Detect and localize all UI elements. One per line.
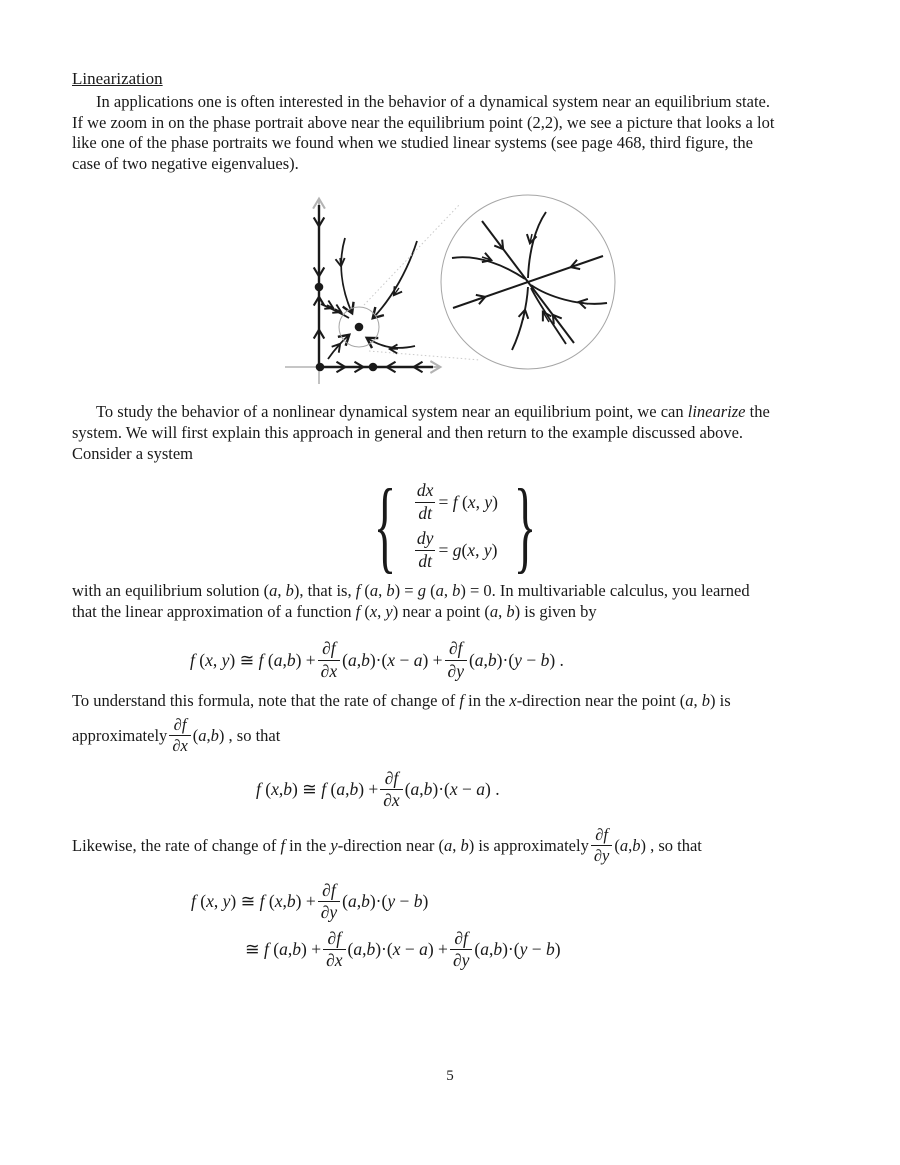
text-line: Consider a system <box>72 443 193 463</box>
phase-portrait-figure <box>285 192 630 387</box>
text-line: In applications one is often interested in the behavior of a dynamical system near an equilibrium state. <box>96 92 771 111</box>
equation-text: (a,b)·(y − b) . <box>468 649 564 670</box>
equation-text: (a,b)·(x − a) + <box>342 649 443 670</box>
equilibrium-point-2-2 <box>355 323 364 332</box>
paragraph-linearize <box>72 402 842 464</box>
equation-text: = f (x, y) <box>438 491 498 512</box>
equation-combined-line-1 <box>191 878 842 926</box>
paragraph-rate-x <box>72 691 842 760</box>
text-run: (a,b) , so that <box>192 725 281 745</box>
equation-x-direction <box>256 766 842 814</box>
page-content <box>72 68 842 974</box>
equilibrium-point-x-axis <box>369 363 378 372</box>
text-line: like one of the phase portraits we found when we studied linear systems (see page 468, third figure, the <box>72 133 753 153</box>
fraction-df-dy: $\frac{\partial f}{\partial y}$ <box>450 929 472 971</box>
fraction-df-dy: $\frac{\partial f}{\partial y}$ <box>445 639 467 681</box>
equation-text: ≅ f (a,b) + <box>245 939 322 960</box>
left-brace: { <box>373 468 397 584</box>
fraction-dy-dt: $\frac{dy}{dt}$ <box>416 528 434 571</box>
text-line: system. We will first explain this approach in general and then return to the example discussed above. <box>72 422 744 442</box>
equation-text: f (x,b) ≅ f (a,b) + <box>256 779 379 800</box>
paragraph-intro <box>72 92 842 174</box>
text-line: If we zoom in on the phase portrait above near the equilibrium point (2,2), we see a picture that looks a lot <box>72 112 775 132</box>
equilibrium-point-origin <box>316 363 325 372</box>
text-line: To study the behavior of a nonlinear dynamical system near an equilibrium point, we can linearize the <box>96 402 770 422</box>
fraction-dx-dt: $\frac{dx}{dt}$ <box>416 479 434 523</box>
magnified-node-portrait <box>452 212 607 350</box>
fraction-df-dx: $\frac{\partial f}{\partial x}$ <box>323 929 345 971</box>
system-body <box>412 481 498 571</box>
system-of-equations <box>360 468 842 584</box>
fraction-df-dx: $\frac{\partial f}{\partial x}$ <box>318 639 340 681</box>
text-line: To understand this formula, note that the rate of change of f in the x-direction near the point (a, b) is <box>72 691 731 711</box>
text-run: Likewise, the rate of change of f in the y-direction near (a, b) is approximately <box>72 835 589 855</box>
magnifier-connector-lines <box>364 204 480 360</box>
equation-text: (a,b)·(y − b) <box>474 939 561 960</box>
equation-text: (a,b)·(x − a) . <box>404 779 500 800</box>
section-heading: Linearization <box>72 69 163 88</box>
system-equation-dx <box>412 481 498 523</box>
fraction-df-dx: $\frac{\partial f}{\partial x}$ <box>169 716 190 756</box>
fraction-df-dy: $\frac{\partial f}{\partial y}$ <box>591 826 612 866</box>
right-brace: } <box>513 468 537 584</box>
equation-text: (a,b)·(x − a) + <box>347 939 448 960</box>
equation-combined-line-2 <box>245 926 842 974</box>
equation-text: f (x, y) ≅ f (a,b) + <box>190 649 316 670</box>
page-number: 5 <box>446 1068 454 1084</box>
system-equation-dy <box>412 529 498 571</box>
text-run: (a,b) , so that <box>614 835 702 855</box>
equation-text: = g(x, y) <box>438 539 498 560</box>
equilibrium-point-y-axis <box>315 283 324 292</box>
equation-linear-approximation <box>190 636 842 684</box>
phase-portrait-svg <box>285 192 630 387</box>
text-line-with-fraction <box>72 822 842 870</box>
text-line: that the linear approximation of a function f (x, y) near a point (a, b) is given by <box>72 601 597 621</box>
paragraph-equilibrium <box>72 581 842 622</box>
paragraph-rate-y <box>72 822 842 870</box>
equation-text: (a,b)·(y − b) <box>342 891 429 912</box>
fraction-df-dx: $\frac{\partial f}{\partial x}$ <box>380 769 402 811</box>
text-line: case of two negative eigenvalues). <box>72 153 299 173</box>
text-line: with an equilibrium solution (a, b), that is, f (a, b) = g (a, b) = 0. In multivariable calculus, you learned <box>72 581 750 601</box>
nonlinear-trajectories <box>321 238 417 359</box>
equation-combined <box>72 878 842 974</box>
text-run: approximately <box>72 725 168 745</box>
equation-text: f (x, y) ≅ f (x,b) + <box>191 891 316 912</box>
text-line-with-fraction <box>72 712 842 760</box>
fraction-df-dy: $\frac{\partial f}{\partial y}$ <box>318 881 340 923</box>
